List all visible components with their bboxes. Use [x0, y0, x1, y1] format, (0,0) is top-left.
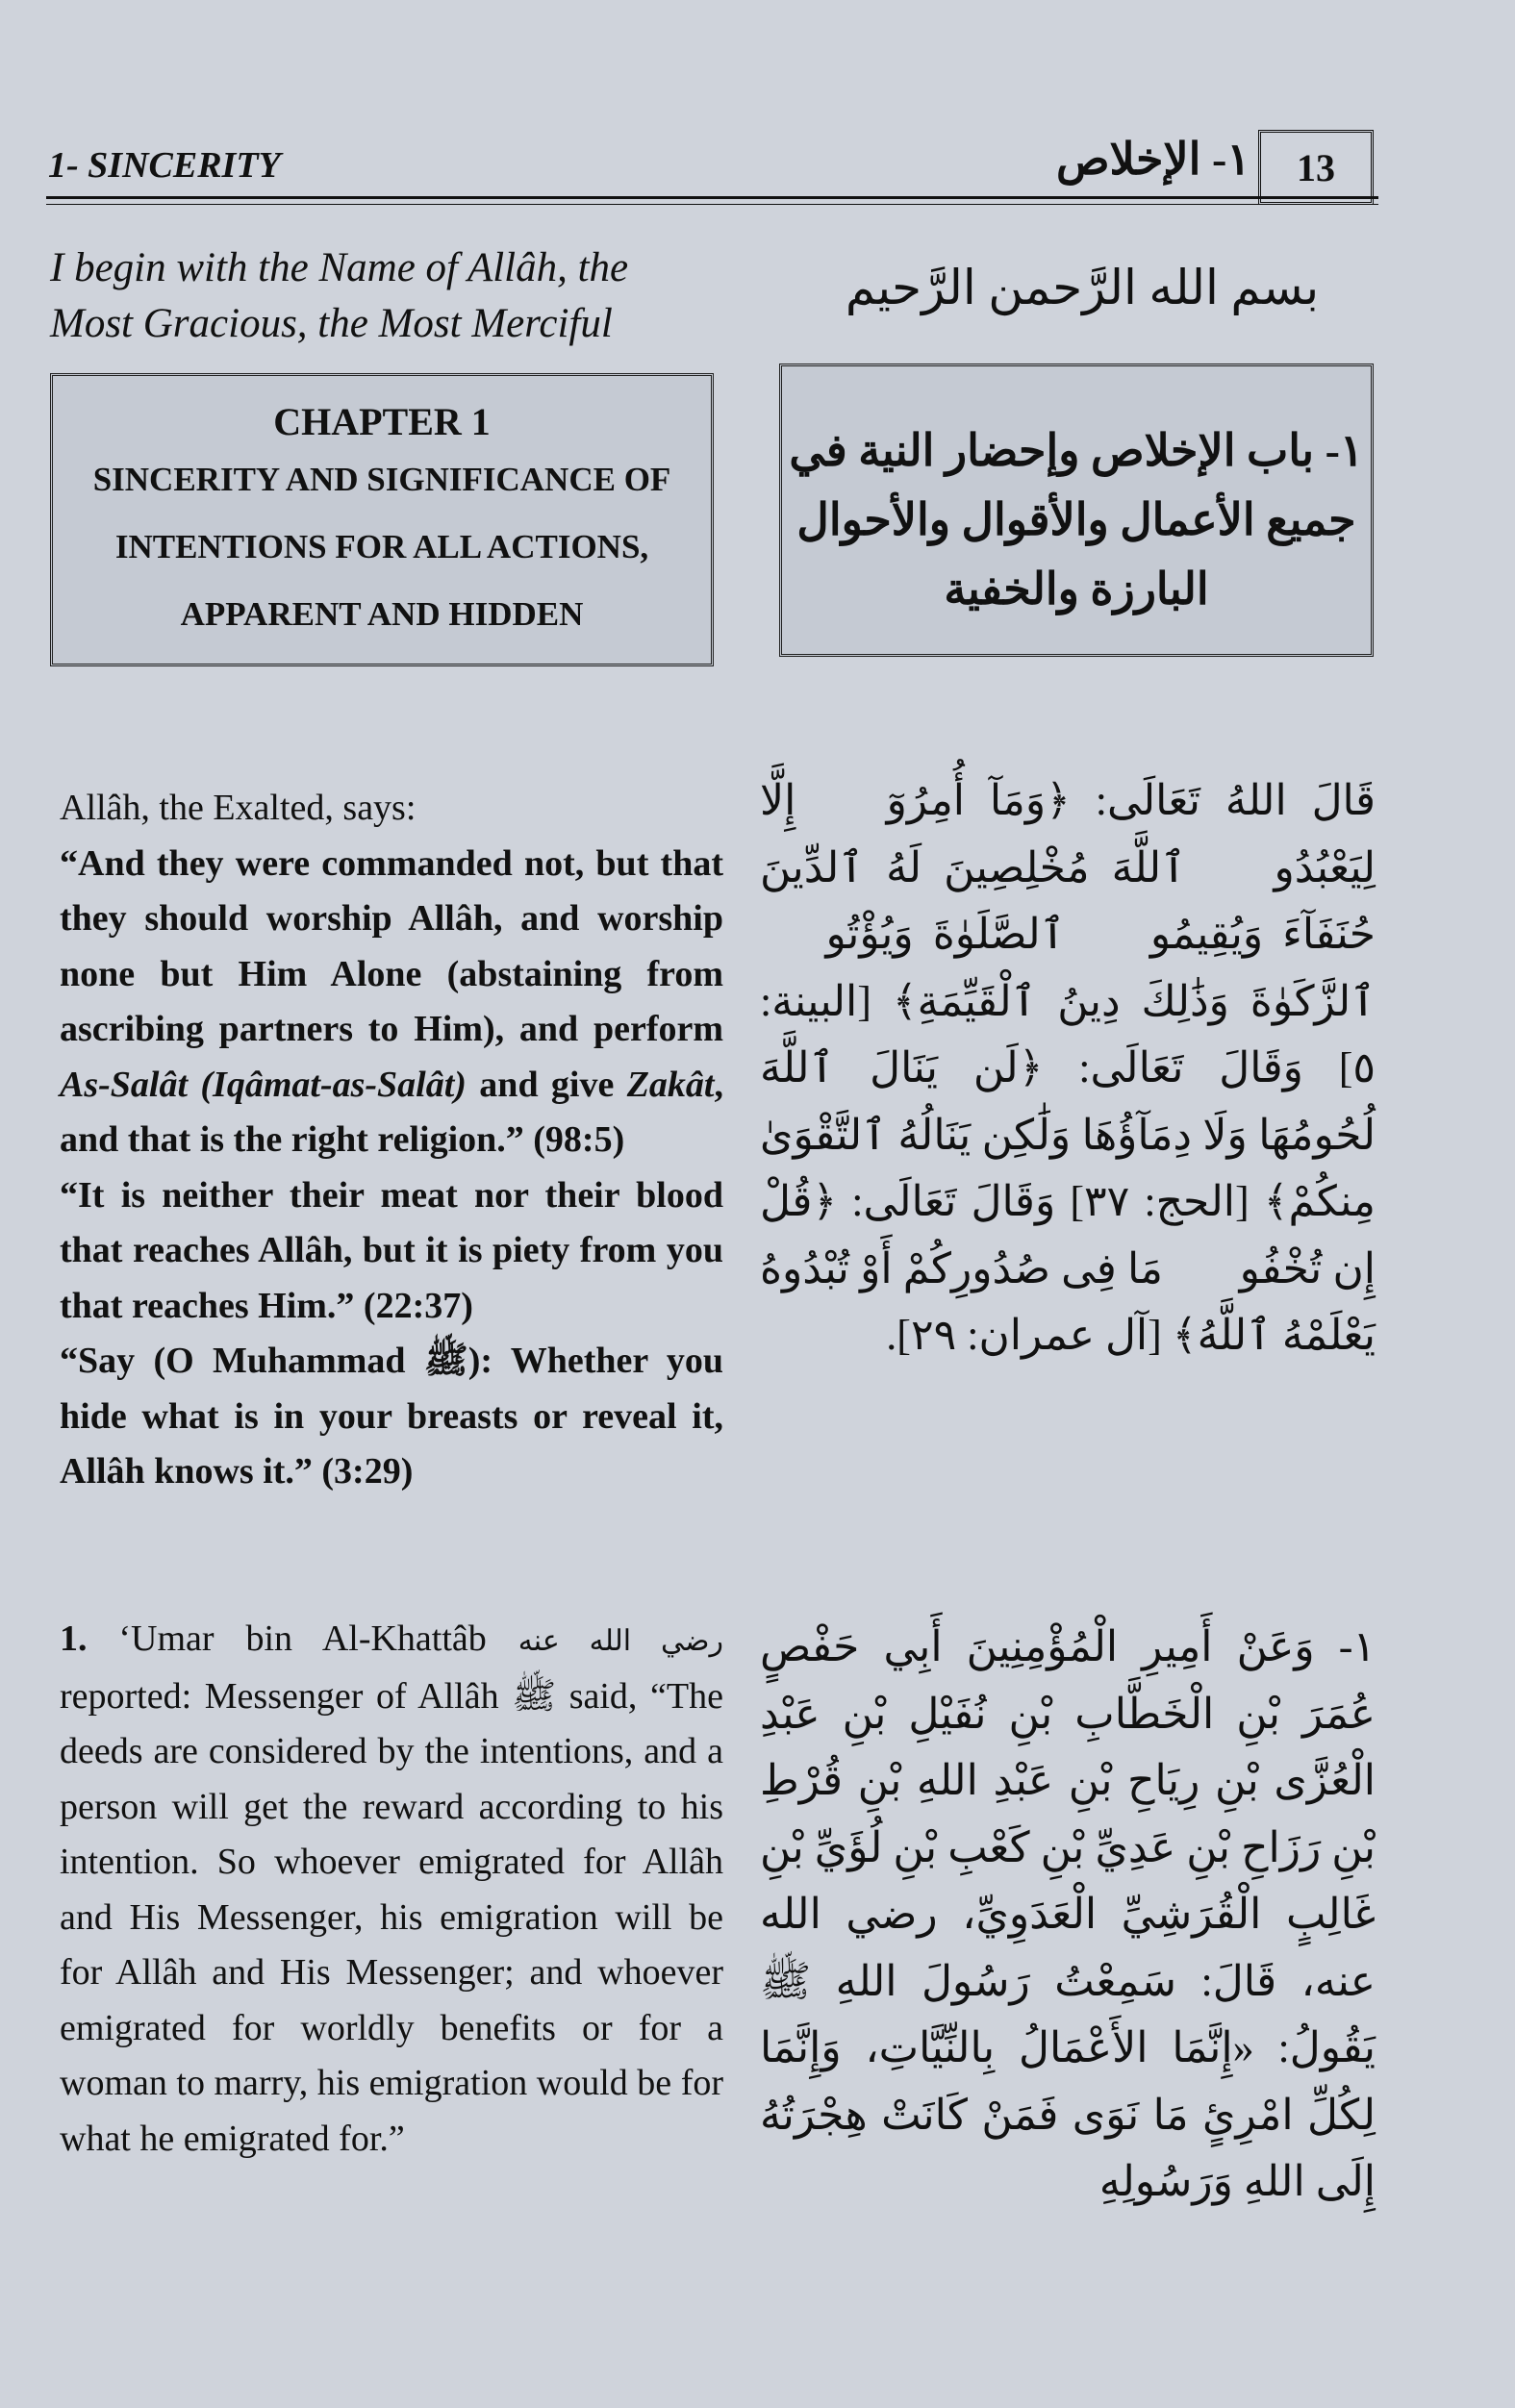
arabic-running-title: ١- الإخلاص [1055, 135, 1250, 184]
chapter-title [53, 446, 711, 648]
verse-98-5: “And they were commanded not, but that they should worship Allâh, and worship none but Him Alone (abstaining from ascribing partners to Him), and perform As-Salât (Iqâmat-as-Salât) and give Zakât, and that is the right religion.” (98:5) [60, 842, 723, 1160]
header-rule-thin [46, 204, 1378, 205]
chapter-arabic-line: البارزة والخفية [944, 564, 1209, 614]
hadith-number: 1. [60, 1618, 88, 1659]
verse-3-29: “Say (O Muhammad ﷺ): Whether you hide what is in your breasts or reveal it, Allâh knows it.” (3:29) [60, 1341, 724, 1492]
chapter-arabic-line: ١- باب الإخلاص وإحضار النية في [789, 426, 1364, 475]
arabic-hadith: ١- وَعَنْ أَمِيرِ الْمُؤْمِنِينَ أَبِي حَفْصٍ عُمَرَ بْنِ الْخَطَّابِ بْنِ نُفَيْلِ بْنِ عَبْدِ الْعُزَّى بْنِ رِيَاحِ بْنِ عَبْدِ اللهِ بْنِ قُرْطِ بْنِ رَزَاحِ بْنِ عَدِيِّ بْنِ كَعْبِ بْنِ لُؤَيِّ بْنِ غَالِبٍ الْقُرَشِيِّ الْعَدَوِيِّ، رضي الله عنه، قَالَ: سَمِعْتُ رَسُولَ اللهِ ﷺ يَقُولُ: «إِنَّمَا الأَعْمَالُ بِالنِّيَّاتِ، وَإِنَّمَا لِكُلِّ امْرِئٍ مَا نَوَى فَمَنْ كَانَتْ هِجْرَتُهُ إِلَى اللهِ وَرَسُولِهِ [760, 1623, 1376, 2205]
page-number: 13 [1258, 130, 1374, 205]
chapter-heading-box-arabic [779, 364, 1374, 657]
header-rule [46, 196, 1378, 199]
running-title: 1- SINCERITY [48, 145, 281, 186]
basmala-english-line1: I begin with the Name of Allâh, the [50, 245, 629, 290]
chapter-number: CHAPTER 1 [273, 400, 491, 443]
chapter-heading-box [50, 373, 714, 666]
chapter-title-line: APPARENT AND HIDDEN [180, 595, 584, 633]
basmala-english [50, 240, 723, 352]
verse-22-37: “It is neither their meat nor their blood that reaches Allâh, but it is piety from you that reaches Him.” (22:37) [60, 1174, 723, 1326]
chapter-title-line: INTENTIONS FOR ALL ACTIONS, [114, 528, 649, 565]
hadith-1: 1. ‘Umar bin Al-Khattâb رضي الله عنه reported: Messenger of Allâh ﷺ said, “The deeds are considered by the intentions, and a person will get the reward according to his intention. So whoever emigrated for Allâh and His Messenger, his emigration will be for Allâh and His Messenger; and whoever emigrated for worldly benefits or for a woman to marry, his emigration would be for what he emigrated for.” [60, 1618, 723, 2159]
verse-intro: Allâh, the Exalted, says: [60, 788, 417, 828]
english-hadith [60, 1612, 723, 2167]
chapter-title-line: SINCERITY AND SIGNIFICANCE OF [92, 461, 671, 498]
arabic-verses: قَالَ اللهُ تَعَالَى: ﴿وَمَآ أُمِرُوٓا۟ إِلَّا لِيَعْبُدُوا۟ ٱللَّهَ مُخْلِصِينَ لَهُ ٱلدِّينَ حُنَفَآءَ وَيُقِيمُوا۟ ٱلصَّلَوٰةَ وَيُؤْتُوا۟ ٱلزَّكَوٰةَ وَذَٰلِكَ دِينُ ٱلْقَيِّمَةِ﴾ [البينة: ٥] وَقَالَ تَعَالَى: ﴿لَن يَنَالَ ٱللَّهَ لُحُومُهَا وَلَا دِمَآؤُهَا وَلَٰكِن يَنَالُهُ ٱلتَّقْوَىٰ مِنكُمْ﴾ [الحج: ٣٧] وَقَالَ تَعَالَى: ﴿قُلْ إِن تُخْفُوا۟ مَا فِى صُدُورِكُمْ أَوْ تُبْدُوهُ يَعْلَمْهُ ٱللَّهُ﴾ [آل عمران: ٢٩]. [760, 777, 1376, 1359]
basmala-arabic: بسم الله الرَّحمن الرَّحيم [845, 261, 1320, 314]
chapter-arabic-line: جميع الأعمال والأقوال والأحوال [796, 495, 1356, 544]
english-verses [60, 781, 723, 1500]
basmala-english-line2: Most Gracious, the Most Merciful [50, 301, 613, 346]
honorific: رضي الله عنه [518, 1625, 723, 1657]
